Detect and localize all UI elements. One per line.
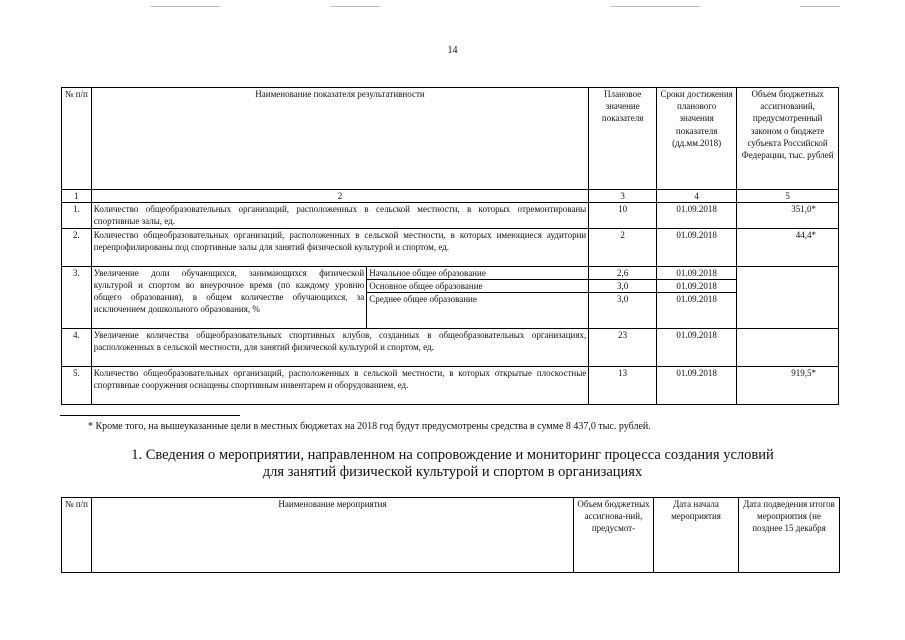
sub-level: Начальное общее образование — [367, 266, 589, 279]
header-end: Дата подведения итогов мероприятия (не позднее 15 декабря — [739, 498, 840, 573]
row-name: Количество общеобразовательных организаций, расположенных в сельской местности, в которых открытые плоскостные спортивные сооружения оснащены спортивным инвентарем и оборудованием, ед. — [91, 367, 588, 405]
row-term: 01.09.2018 — [657, 367, 737, 405]
row-term: 01.09.2018 — [657, 203, 737, 228]
section-heading-line: 1. Сведения о мероприятии, направленном на сопровождение и мониторинг процесса создания условий — [131, 447, 774, 463]
sub-level: Основное общее образование — [367, 279, 589, 292]
page-number: 14 — [447, 45, 458, 56]
scan-edge-line — [330, 6, 380, 7]
row-name: Увеличение доли обучающихся, занимающихся физической культурой и спортом во внеурочное время (по каждому уровню общего образования), в общем количестве обучающихся, за исключением дошкольного образования, % — [91, 266, 366, 328]
sub-term: 01.09.2018 — [657, 279, 737, 292]
header-num: № п/п — [62, 498, 92, 573]
sub-plan: 2,6 — [589, 266, 657, 279]
col-number: 4 — [657, 190, 737, 203]
table-row — [62, 367, 839, 405]
table-row — [62, 266, 839, 279]
row-budget: 351,0* — [737, 203, 839, 228]
row-budget: 919,5* — [737, 367, 839, 405]
footnote: * Кроме того, на вышеуказанные цели в местных бюджетах на 2018 год будут предусмотрены средства в сумме 8 437,0 тыс. рублей. — [88, 421, 651, 432]
events-table — [61, 497, 840, 573]
header-plan: Плановое значение показателя — [589, 88, 657, 190]
header-start: Дата начала мероприятия — [654, 498, 739, 573]
sub-level: Среднее общее образование — [367, 293, 589, 329]
col-number: 3 — [589, 190, 657, 203]
row-num: 2. — [62, 228, 92, 266]
header-budget: Объем бюджетных ассигнова-ний, предусмот- — [574, 498, 654, 573]
sub-term: 01.09.2018 — [657, 266, 737, 279]
header-name: Наименование показателя результативности — [91, 88, 588, 190]
row-name: Количество общеобразовательных организаций, расположенных в сельской местности, в которых имеющиеся аудитории перепрофилированы под спортивные залы для занятий физической культурой и спортом, ед. — [91, 228, 588, 266]
sub-plan: 3,0 — [589, 279, 657, 292]
col-number: 5 — [737, 190, 839, 203]
table-header-row — [62, 88, 839, 190]
scan-edge-line — [610, 6, 700, 7]
scan-edge-line — [150, 6, 220, 7]
row-budget: 44,4* — [737, 228, 839, 266]
row-num: 5. — [62, 367, 92, 405]
row-plan: 13 — [589, 367, 657, 405]
row-budget — [737, 329, 839, 367]
row-name: Увеличение количества общеобразовательных спортивных клубов, созданных в общеобразовательных организациях, расположенных в сельской местности, для занятий физической культурой и спортом, ед. — [91, 329, 588, 367]
row-plan: 10 — [589, 203, 657, 228]
header-budget: Объем бюджетных ассигнований, предусмотренный законом о бюджете субъекта Российской Федерации, тыс. рублей — [737, 88, 839, 190]
row-num: 4. — [62, 329, 92, 367]
row-term: 01.09.2018 — [657, 329, 737, 367]
table-row — [62, 203, 839, 228]
column-number-row — [62, 190, 839, 203]
table-row — [62, 329, 839, 367]
table-row — [62, 228, 839, 266]
header-term: Сроки достижения планового значения показателя (дд.мм.2018) — [657, 88, 737, 190]
section-heading — [0, 447, 905, 481]
row-plan: 23 — [589, 329, 657, 367]
row-num: 3. — [62, 266, 92, 328]
sub-plan: 3,0 — [589, 293, 657, 329]
row-term: 01.09.2018 — [657, 228, 737, 266]
col-number: 2 — [91, 190, 588, 203]
sub-term: 01.09.2018 — [657, 293, 737, 329]
col-number: 1 — [62, 190, 92, 203]
scan-edge-line — [800, 6, 840, 7]
indicators-table — [61, 87, 839, 405]
section-heading-line: для занятий физической культурой и спортом в организациях — [262, 464, 643, 480]
row-plan: 2 — [589, 228, 657, 266]
row-budget-empty — [737, 266, 839, 328]
header-num: № п/п — [62, 88, 92, 190]
row-name: Количество общеобразовательных организаций, расположенных в сельской местности, в которых отремонтированы спортивные залы, ед. — [91, 203, 588, 228]
row-num: 1. — [62, 203, 92, 228]
table-header-row — [62, 498, 840, 573]
header-name: Наименование мероприятия — [92, 498, 574, 573]
footnote-divider — [60, 415, 240, 416]
